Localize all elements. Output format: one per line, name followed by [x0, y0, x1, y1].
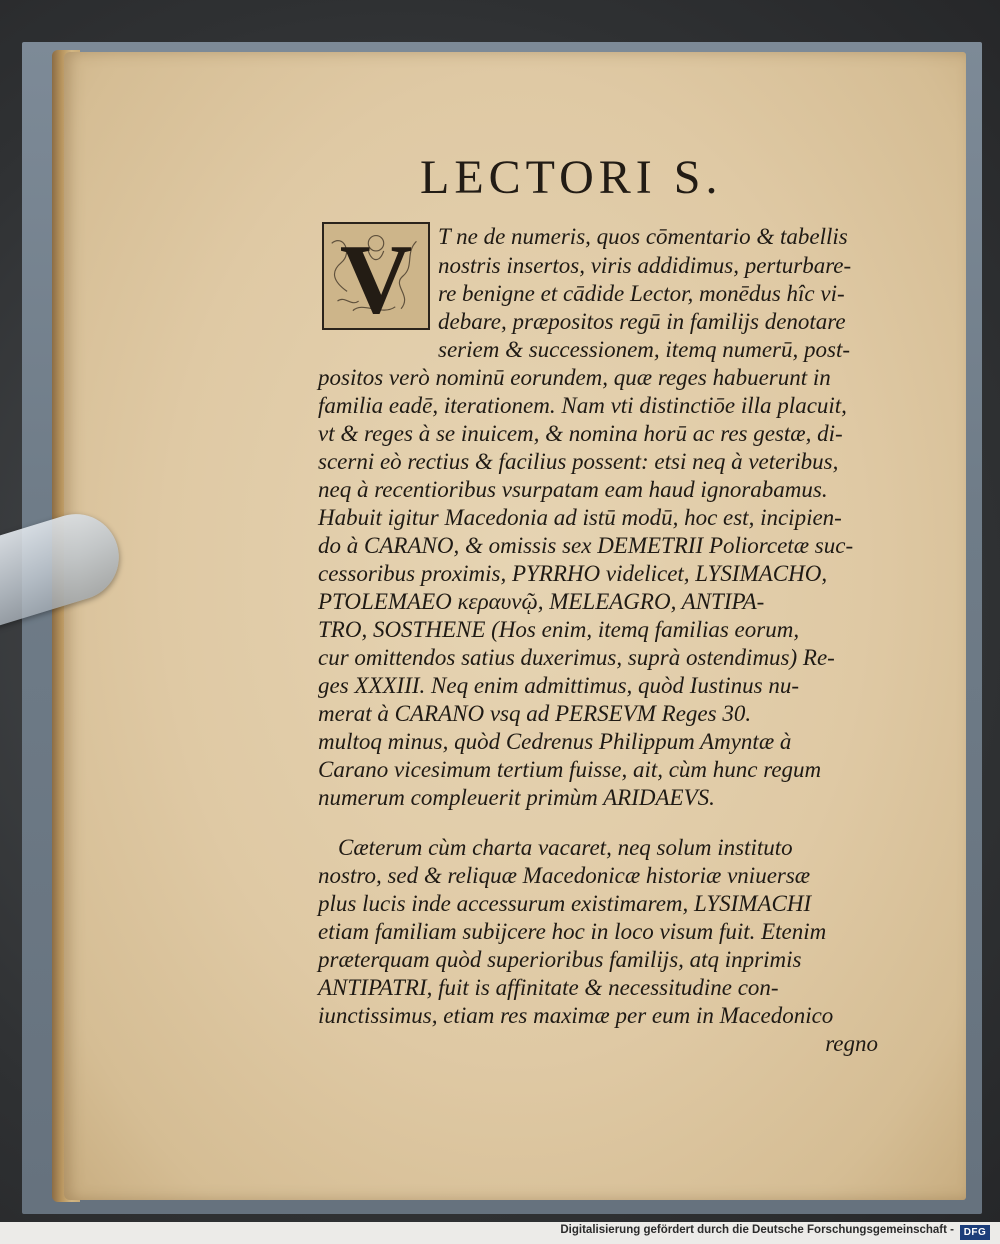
text-line: præterquam quòd superioribus familijs, atq inprimis: [318, 947, 802, 972]
text-line: vt & reges à se inuicem, & nomina horū ac res gestæ, di-: [318, 421, 843, 446]
text-line: familia eadē, iterationem. Nam vti distinctiōe illa placuit,: [318, 393, 847, 418]
catchword: regno: [825, 1031, 878, 1056]
text-line: positos verò nominū eorundem, quæ reges habuerunt in: [318, 365, 831, 390]
dfg-logo-icon: DFG: [960, 1225, 990, 1240]
text-line: etiam familiam subijcere hoc in loco visum fuit. Etenim: [318, 919, 827, 944]
page-heading: LECTORI S.: [420, 151, 723, 204]
text-line: multoq minus, quòd Cedrenus Philippum Amyntæ à: [318, 729, 792, 754]
text-line: numerum compleuerit primùm ARIDAEVS.: [318, 785, 715, 810]
text-line: seriem & successionem, itemq numerū, post-: [438, 337, 851, 362]
text-line: scerni eò rectius & facilius possent: etsi neq à veteribus,: [318, 449, 839, 474]
text-line: debare, præpositos regū in familijs denotare: [438, 309, 846, 334]
text-line: Habuit igitur Macedonia ad istū modū, hoc est, incipien-: [318, 505, 842, 530]
text-line: plus lucis inde accessurum existimarem, LYSIMACHI: [318, 891, 812, 916]
text-line: TRO, SOSTHENE (Hos enim, itemq familias eorum,: [318, 617, 800, 642]
initial-letter-graphic: [324, 224, 428, 328]
text-line: nostris insertos, viris addidimus, perturbare-: [438, 253, 852, 278]
text-line: cur omittendos satius duxerimus, suprà ostendimus) Re-: [318, 645, 835, 670]
text-line: iunctissimus, etiam res maximæ per eum in Macedonico: [318, 1003, 834, 1028]
text-line: ANTIPATRI, fuit is affinitate & necessitudine con-: [318, 975, 779, 1000]
text-line: Cæterum cùm charta vacaret, neq solum instituto: [338, 835, 793, 860]
svg-text:V: V: [339, 224, 413, 328]
text-line: ges XXXIII. Neq enim admittimus, quòd Iustinus nu-: [318, 673, 800, 698]
text-line: neq à recentioribus vsurpatam eam haud ignorabamus.: [318, 477, 828, 502]
text-line: re benigne et cādide Lector, monēdus hîc vi-: [438, 281, 845, 306]
text-line: T ne de numeris, quos cōmentario & tabellis: [438, 224, 848, 249]
text-line: PTOLEMAEO κεραυνῷ, MELEAGRO, ANTIPA-: [318, 589, 765, 614]
text-line: cessoribus proximis, PYRRHO videlicet, LYSIMACHO,: [318, 561, 828, 586]
text-line: do à CARANO, & omissis sex DEMETRII Poliorcetæ suc-: [318, 533, 854, 558]
decorated-initial-icon: [322, 222, 430, 330]
text-line: nostro, sed & reliquæ Macedonicæ historiæ vniuersæ: [318, 863, 811, 888]
funding-credit: Digitalisierung gefördert durch die Deutsche Forschungsgemeinschaft -: [560, 1224, 954, 1236]
text-line: Carano vicesimum tertium fuisse, ait, cùm hunc regum: [318, 757, 822, 782]
text-line: merat à CARANO vsq ad PERSEVM Reges 30.: [318, 701, 752, 726]
